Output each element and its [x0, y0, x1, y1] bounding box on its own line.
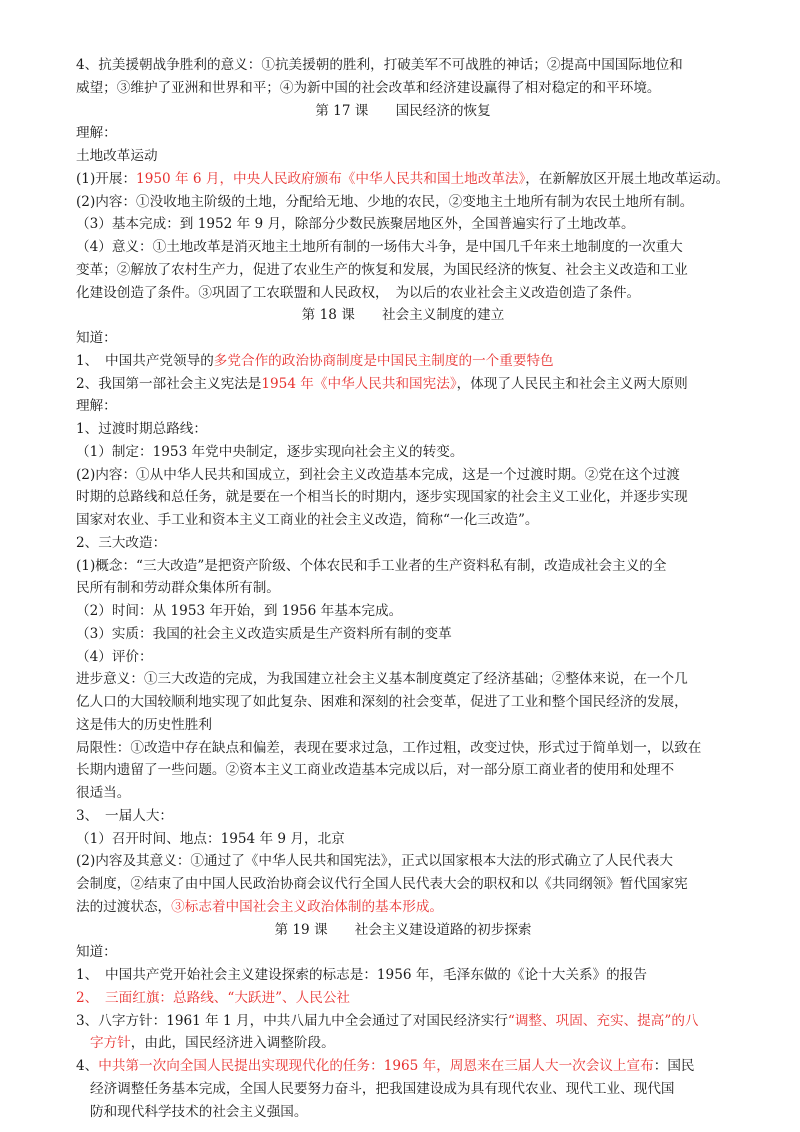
land-reform-meaning-line-3: 化建设创造了条件。③巩固了工农联盟和人民政权， 为以后的农业社会主义改造创造了条件。 [76, 284, 641, 301]
land-reform-development-label: (1)开展： [76, 170, 137, 187]
limitations-1: 局限性：①改造中存在缺点和偏差，表现在要求过急，工作过粗，改变过快，形式过于简单划一，以致在 [76, 739, 702, 756]
modernization-task-prefix: 4、 [76, 1058, 99, 1074]
political-system-highlight: ③标志着中国社会主义政治体制的基本形成。 [171, 898, 444, 915]
progress-significance-2: 亿人口的大国较顺利地实现了如此复杂、困难和深刻的社会变革，促进了工业和整个国民经济的发展， [76, 694, 688, 710]
first-npc-significance-1: (2)内容及其意义：①通过了《中华人民共和国宪法》，正式以国家根本大法的形式确立了人民代表大 [76, 853, 673, 870]
three-transformations-essence: （3）实质：我国的社会主义改造实质是生产资料所有制的变革 [76, 625, 452, 642]
multi-party-cooperation-highlight: 多党合作的政治协商制度是中国民主制度的一个重要特色 [213, 352, 554, 369]
first-npc-significance-3-prefix: 法的过渡状态， [76, 898, 172, 915]
lesson-17-title: 第 17 课 国民经济的恢复 [315, 102, 491, 119]
lesson-18-title: 第 18 课 社会主义制度的建立 [301, 307, 505, 324]
first-npc-heading: 3、 一届人大： [76, 807, 174, 824]
lesson-18-know-2-rest: ，体现了人民民主和社会主义两大原则 [456, 375, 688, 392]
lesson-17-understand-heading: 理解： [76, 125, 117, 142]
lesson-18-know-1-prefix: 1、 中国共产党领导的 [76, 352, 214, 369]
modernization-task-highlight: 中共第一次向全国人民提出实现现代化的任务：1965 年，周恩来在三届人大一次会议上宣布 [98, 1058, 654, 1074]
first-npc-significance-3 [76, 896, 730, 919]
paragraph-korean-war-line-1: 4、抗美援朝战争胜利的意义：①抗美援朝的胜利，打破美军不可战胜的神话；②提高中国国际地位和 [76, 57, 683, 73]
eight-character-policy-rest: ，由此，国民经济进入调整阶段。 [130, 1035, 335, 1052]
transition-line-content-2: 时期的总路线和总任务，就是要在一个相当长的时期内，逐步实现国家的社会主义工业化，并逐步实现 [76, 489, 688, 506]
eight-character-policy-2 [76, 1032, 730, 1055]
lesson-18-understand-heading: 理解： [76, 398, 117, 415]
modernization-task-2: 经济调整任务基本完成，全国人民要努力奋斗，把我国建设成为具有现代农业、现代工业、现代国 [90, 1080, 675, 1097]
first-npc-significance-2: 会制度，②结束了由中国人民政治协商会议代行全国人民代表大会的职权和以《共同纲领》暂代国家宪 [76, 876, 688, 892]
land-reform-law-highlight: 1950 年 6 月，中央人民政府颁布《中华人民共和国土地改革法》 [136, 170, 526, 187]
progress-significance-3: 这是伟大的历史性胜利 [76, 716, 212, 733]
three-transformations-concept-1: (1)概念：“三大改造”是把资产阶级、个体农民和手工业者的生产资料私有制，改造成社会主义的全 [76, 557, 667, 574]
land-reform-development-rest: ，在新解放区开展土地改革运动。 [525, 170, 730, 187]
eight-character-policy-prefix: 3、八字方针：1961 年 1 月，中共八届九中全会通过了对国民经济实行 [76, 1012, 508, 1029]
transition-line-heading: 1、过渡时期总路线： [76, 421, 207, 437]
land-reform-content: (2)内容：①没收地主阶级的土地，分配给无地、少地的农民，②变地主土地所有制为农民土地所有制。 [76, 193, 694, 210]
paragraph-korean-war-line-2: 威望；③维护了亚洲和世界和平；④为新中国的社会改革和经济建设赢得了相对稳定的和平环境。 [76, 79, 661, 96]
eight-character-policy-highlight-cont: 字方针 [90, 1035, 131, 1052]
land-reform-meaning-line-2: 变革；②解放了农村生产力，促进了农业生产的恢复和发展，为国民经济的恢复、社会主义改造和工业 [76, 261, 688, 278]
eight-character-policy-1 [76, 1010, 730, 1033]
transition-line-content-1: (2)内容：①从中华人民共和国成立，到社会主义改造基本完成，这是一个过渡时期。②党在这个过渡 [76, 466, 680, 483]
first-npc-time-place: （1）召开时间、地点：1954 年 9 月，北京 [76, 830, 345, 847]
three-transformations-evaluation: （4）评价： [76, 648, 153, 665]
modernization-task-3: 防和现代科学技术的社会主义强国。 [90, 1103, 308, 1120]
land-reform-heading: 土地改革运动 [76, 148, 158, 164]
three-transformations-time: （2）时间：从 1953 年开始，到 1956 年基本完成。 [76, 603, 403, 619]
limitations-2: 长期内遗留了一些问题。②资本主义工商业改造基本完成以后，对一部分原工商业者的使用和处理不 [76, 762, 675, 779]
land-reform-development [76, 168, 730, 191]
lesson-18-know-2 [76, 373, 730, 396]
progress-significance-1: 进步意义：①三大改造的完成，为我国建立社会主义基本制度奠定了经济基础；②整体来说，在一个几 [76, 671, 688, 688]
three-transformations-heading: 2、三大改造： [76, 534, 167, 551]
land-reform-meaning-line-1: （4）意义：①土地改革是消灭地主土地所有制的一场伟大斗争，是中国几千年来土地制度的一次重大 [76, 239, 683, 255]
modernization-task-1 [76, 1055, 730, 1078]
lesson-18-know-heading: 知道： [76, 330, 117, 346]
limitations-3: 很适当。 [76, 785, 131, 801]
modernization-task-rest: ：国民 [653, 1058, 695, 1074]
eight-character-policy-highlight: “调整、巩固、充实、提高”的八 [507, 1012, 699, 1029]
land-reform-completion: （3）基本完成：到 1952 年 9 月，除部分少数民族聚居地区外，全国普遍实行了土地改革。 [76, 216, 635, 233]
transition-line-formulation: （1）制定：1953 年党中央制定，逐步实现向社会主义的转变。 [76, 443, 464, 460]
lesson-18-know-2-prefix: 2、我国第一部社会主义宪法是 [76, 375, 262, 392]
constitution-1954-highlight: 1954 年《中华人民共和国宪法》 [261, 375, 457, 392]
lesson-19-know-heading: 知道： [76, 944, 117, 961]
document-page [76, 54, 730, 1123]
three-transformations-concept-2: 民所有制和劳动群众集体所有制。 [76, 580, 280, 597]
lesson-19-know-1: 1、 中国共产党开始社会主义建设探索的标志是：1956 年，毛泽东做的《论十大关系》的报告 [76, 967, 647, 983]
lesson-18-know-1 [76, 350, 730, 373]
lesson-19-title: 第 19 课 社会主义建设道路的初步探索 [274, 921, 532, 938]
transition-line-content-3: 国家对农业、手工业和资本主义工商业的社会主义改造，简称“一化三改造”。 [76, 512, 539, 528]
three-red-banners-highlight: 2、 三面红旗：总路线、“大跃进”、人民公社 [76, 989, 351, 1006]
